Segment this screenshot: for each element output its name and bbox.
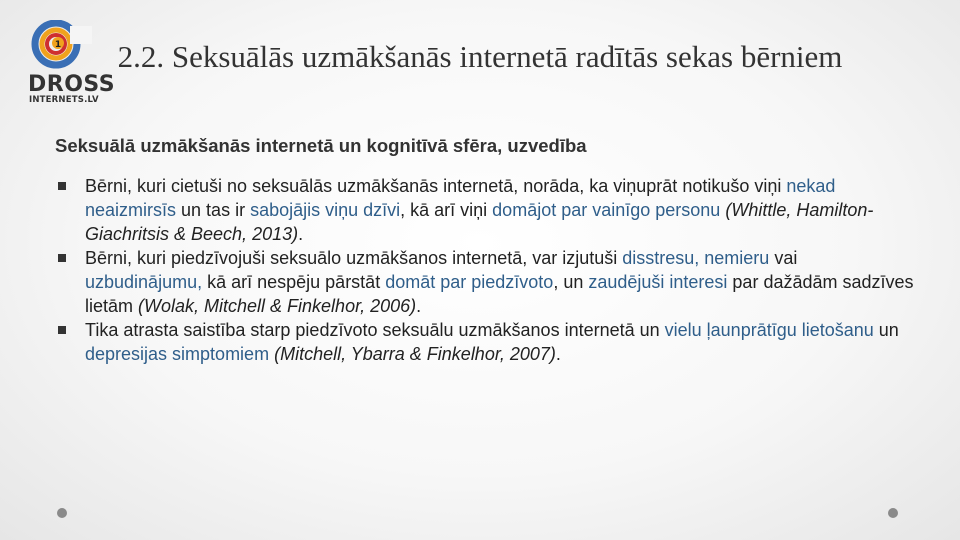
bullet-text: Tika atrasta saistība starp piedzīvoto seksuālu uzmākšanos internetā un [85,320,665,340]
bullet-text: un tas ir [176,200,251,220]
citation: (Mitchell, Ybarra & Finkelhor, 2007) [274,344,556,364]
bullet-text: un [873,320,899,340]
bullet-square-icon [58,182,66,190]
bullet-text: Bērni, kuri piedzīvojuši seksuālo uzmākšanos internetā, var izjutuši [85,248,623,268]
bullet-text: . [298,224,304,244]
bullet-text: , kā arī viņi [400,200,493,220]
logo-site: INTERNETS.LV [29,95,99,105]
highlighted-text: domāt par piedzīvoto [385,272,554,292]
bullet-square-icon [58,326,66,334]
corner-dot-left-icon [57,508,67,518]
highlighted-text: depresijas simptomiem [85,344,270,364]
bullet-square-icon [58,254,66,262]
bullet-text: kā arī nespēju pārstāt [202,272,386,292]
bullet-list [58,174,918,366]
highlighted-text: vielu ļaunprātīgu lietošanu [664,320,874,340]
highlighted-text: disstresu, nemieru [622,248,770,268]
bullet-item [58,246,918,318]
highlighted-text: uzbudinājumu, [85,272,203,292]
logo-badge: 1 [54,40,62,50]
bullet-text: Bērni, kuri cietuši no seksuālās uzmākšanās internetā, norāda, ka viņuprāt notikušo viņi [85,176,787,196]
highlighted-text: domājot par vainīgo personu [492,200,721,220]
slide-subtitle: Seksuālā uzmākšanās internetā un kognitīvā sfēra, uzvedība [55,135,587,156]
highlighted-text: zaudējuši interesi [588,272,728,292]
slide-title: 2.2. Seksuālās uzmākšanās internetā radītās sekas bērniem [117,39,843,74]
bullet-text: . [555,344,561,364]
bullet-text: vai [769,248,798,268]
highlighted-text: nekad neaizmirsīs [85,176,836,220]
citation: (Wolak, Mitchell & Finkelhor, 2006) [138,296,417,316]
bullet-text: . [416,296,422,316]
logo-word: DROSS [28,72,116,97]
highlighted-text: sabojājis viņu dzīvi [250,200,401,220]
bullet-text: , un [553,272,589,292]
corner-dot-right-icon [888,508,898,518]
bullet-text: par dažādām sadzīves lietām [85,272,914,316]
citation: (Whittle, Hamilton-Giachritsis & Beech, 2013) [85,200,874,244]
bullet-item [58,174,918,246]
bullet-item [58,318,918,366]
